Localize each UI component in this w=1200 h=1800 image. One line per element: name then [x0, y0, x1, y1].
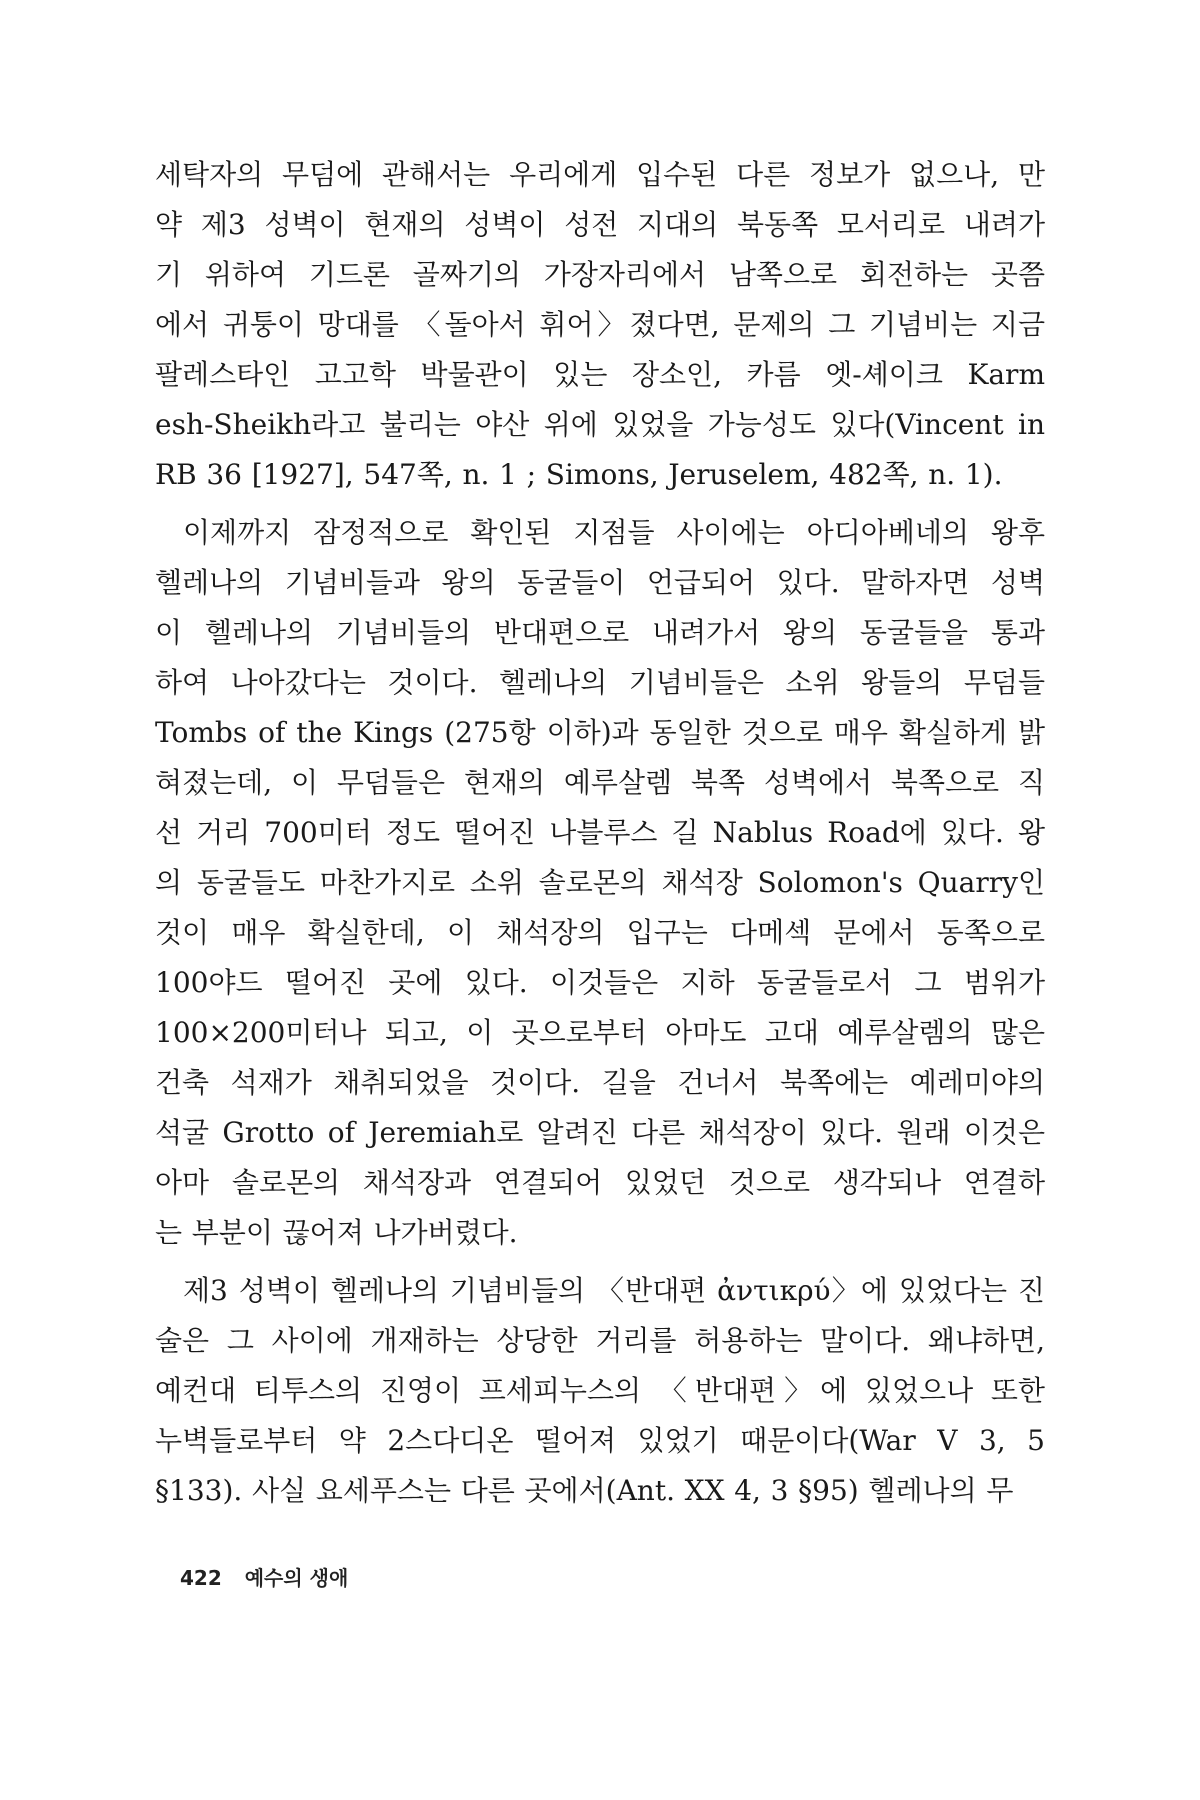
text-line: 제3 성벽이 헬레나의 기념비들의 〈반대편 ἀντικρύ〉에 있었다는 진 [183, 1274, 1045, 1307]
text-line: 이 헬레나의 기념비들의 반대편으로 내려가서 왕의 동굴들을 통과 [155, 616, 1045, 649]
text-line: 누벽들로부터 약 2스다디온 떨어져 있었기 때문이다(War V 3, 5 [155, 1424, 1045, 1457]
text-line: 이제까지 잠정적으로 확인된 지점들 사이에는 아디아베네의 왕후 [183, 516, 1045, 549]
text-line: §133). 사실 요세푸스는 다른 곳에서(Ant. XX 4, 3 §95) 헬레나의 무 [155, 1474, 1014, 1507]
text-line: esh-Sheikh라고 불리는 야산 위에 있었을 가능성도 있다(Vincent in [155, 408, 1045, 441]
paragraph [155, 508, 1045, 1258]
text-line: 하여 나아갔다는 것이다. 헬레나의 기념비들은 소위 왕들의 무덤들 [155, 666, 1045, 699]
text-line: 100×200미터나 되고, 이 곳으로부터 아마도 고대 예루살렘의 많은 [155, 1016, 1045, 1049]
text-line: 세탁자의 무덤에 관해서는 우리에게 입수된 다른 정보가 없으나, 만 [155, 158, 1045, 191]
text-line: 에서 귀퉁이 망대를 〈돌아서 휘어〉졌다면, 문제의 그 기념비는 지금 [155, 308, 1045, 341]
text-line: 것이 매우 확실한데, 이 채석장의 입구는 다메섹 문에서 동쪽으로 [155, 916, 1045, 949]
text-line: Tombs of the Kings (275항 이하)과 동일한 것으로 매우 확실하게 밝 [155, 716, 1045, 749]
text-line: 선 거리 700미터 정도 떨어진 나블루스 길 Nablus Road에 있다. 왕 [155, 816, 1045, 849]
paragraph-gap [155, 500, 1045, 508]
text-line: 혀졌는데, 이 무덤들은 현재의 예루살렘 북쪽 성벽에서 북쪽으로 직 [155, 766, 1045, 799]
text-line: 100야드 떨어진 곳에 있다. 이것들은 지하 동굴들로서 그 범위가 [155, 966, 1045, 999]
text-line: 예컨대 티투스의 진영이 프세피누스의 〈반대편〉에 있었으나 또한 [155, 1374, 1045, 1407]
text-line: 기 위하여 기드론 골짜기의 가장자리에서 남쪽으로 회전하는 곳쯤 [155, 258, 1045, 291]
text-line: 술은 그 사이에 개재하는 상당한 거리를 허용하는 말이다. 왜냐하면, [155, 1324, 1045, 1357]
text-line: 의 동굴들도 마찬가지로 소위 솔로몬의 채석장 Solomon's Quarry인 [155, 866, 1045, 899]
page-footer [180, 1562, 348, 1591]
body-text [155, 150, 1045, 1516]
paragraph [155, 150, 1045, 500]
paragraph-gap [155, 1258, 1045, 1266]
text-line: 는 부분이 끊어져 나가버렸다. [155, 1216, 518, 1249]
paragraph [155, 1266, 1045, 1516]
text-line: 헬레나의 기념비들과 왕의 동굴들이 언급되어 있다. 말하자면 성벽 [155, 566, 1045, 599]
text-line: 아마 솔로몬의 채석장과 연결되어 있었던 것으로 생각되나 연결하 [155, 1166, 1045, 1199]
running-title: 예수의 생애 [244, 1566, 349, 1590]
text-line: 팔레스타인 고고학 박물관이 있는 장소인, 카름 엣-셰이크 Karm [155, 358, 1045, 391]
text-line: RB 36 [1927], 547쪽, n. 1 ; Simons, Jeruselem, 482쪽, n. 1). [155, 458, 1003, 491]
page-number: 422 [180, 1566, 222, 1590]
text-line: 건축 석재가 채취되었을 것이다. 길을 건너서 북쪽에는 예레미야의 [155, 1066, 1045, 1099]
text-line: 석굴 Grotto of Jeremiah로 알려진 다른 채석장이 있다. 원래 이것은 [155, 1116, 1045, 1149]
text-line: 약 제3 성벽이 현재의 성벽이 성전 지대의 북동쪽 모서리로 내려가 [155, 208, 1045, 241]
